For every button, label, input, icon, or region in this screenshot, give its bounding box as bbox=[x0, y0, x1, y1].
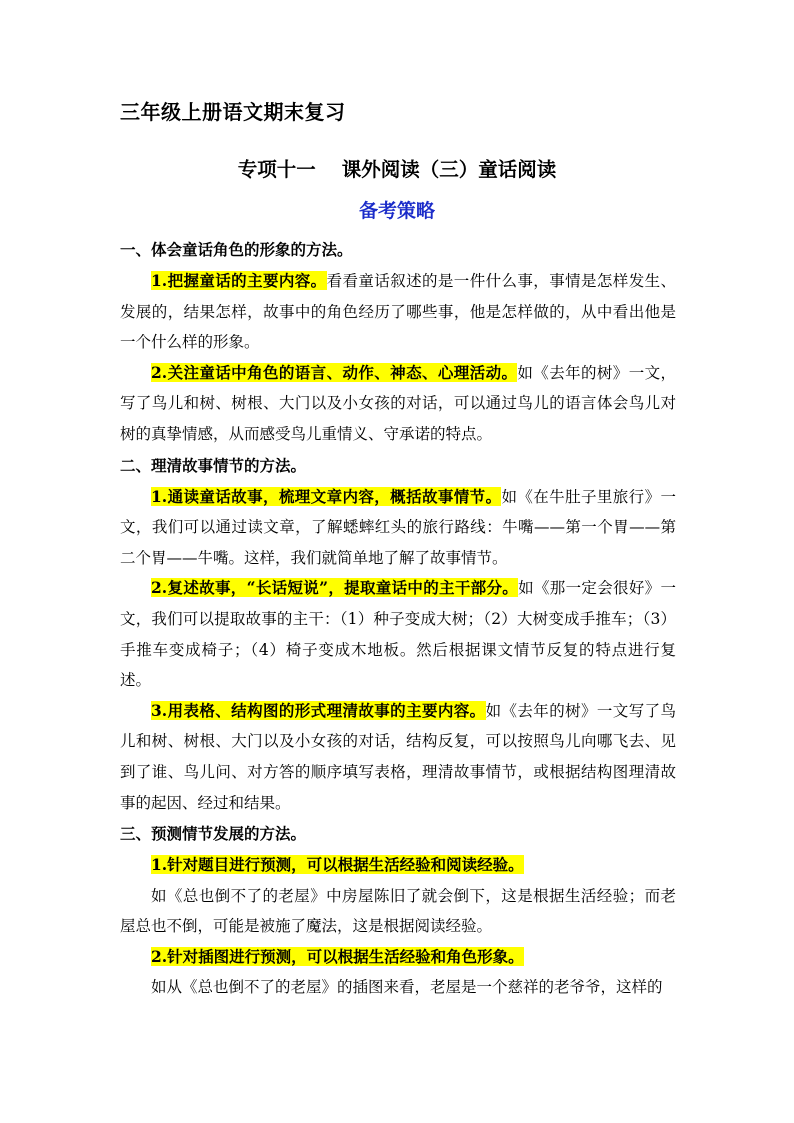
highlighted-key-point: 2.针对插图进行预测，可以根据生活经验和角色形象。 bbox=[151, 946, 524, 966]
paragraph-text: 如《那一定会很好》一文，我们可以提取故事的主干：（1）种子变成大树；（2）大树变成手推车；（3）手推车变成椅子；（4）椅子变成木地板。然后根据课文情节反复的特点进行复述。 bbox=[120, 579, 676, 690]
paragraph-text: 如《总也倒不了的老屋》中房屋陈旧了就会倒下，这是根据生活经验；而老屋总也不倒，可能是被施了魔法，这是根据阅读经验。 bbox=[120, 886, 676, 936]
example-paragraph bbox=[120, 972, 676, 1003]
highlighted-key-point: 2.关注童话中角色的语言、动作、神态、心理活动。 bbox=[151, 362, 518, 382]
example-paragraph bbox=[120, 881, 676, 942]
method-paragraph bbox=[120, 266, 676, 358]
paragraph-text: 如《去年的树》一文写了鸟儿和树、树根、大门以及小女孩的对话，结构反复，可以按照鸟儿向哪飞去、见到了谁、鸟儿问、对方答的顺序填写表格，理清故事情节，或根据结构图理清故事的起因、经过和结果。 bbox=[120, 701, 676, 812]
paragraph-text: 看看童话叙述的是一件什么事，事情是怎样发生、发展的，结果怎样，故事中的角色经历了哪些事，他是怎样做的，从中看出他是一个什么样的形象。 bbox=[120, 272, 676, 352]
strategy-section-title: 备考策略 bbox=[358, 200, 435, 222]
paragraph-text: 如《去年的树》一文，写了鸟儿和树、树根、大门以及小女孩的对话，可以通过鸟儿的语言体会鸟儿对树的真挚情感，从而感受鸟儿重情义、守承诺的特点。 bbox=[120, 363, 676, 443]
method-paragraph bbox=[120, 482, 676, 574]
method-paragraph bbox=[120, 850, 676, 881]
method-paragraph bbox=[120, 573, 676, 695]
highlighted-key-point: 1.通读童话故事，梳理文章内容，概括故事情节。 bbox=[151, 486, 502, 506]
paragraph-text: 如《在牛肚子里旅行》一文，我们可以通过读文章，了解蟋蟀红头的旅行路线：牛嘴——第一个胃——第二个胃——牛嘴。这样，我们就简单地了解了故事情节。 bbox=[120, 487, 676, 567]
strategy-content bbox=[120, 234, 676, 1003]
paragraph-text: 如从《总也倒不了的老屋》的插图来看，老屋是一个慈祥的老爷爷，这样的 bbox=[151, 978, 663, 997]
section-heading: 二、理清故事情节的方法。 bbox=[120, 455, 307, 475]
highlighted-key-point: 1.针对题目进行预测，可以根据生活经验和阅读经验。 bbox=[151, 855, 524, 875]
section-heading: 三、预测情节发展的方法。 bbox=[120, 824, 307, 844]
highlighted-key-point: 2.复述故事，“长话短说”，提取童话中的主干部分。 bbox=[151, 578, 519, 598]
method-paragraph bbox=[120, 942, 676, 973]
section-heading: 一、体会童话角色的形象的方法。 bbox=[120, 240, 353, 259]
subtitle-part-topic: 课外阅读（三）童话阅读 bbox=[341, 158, 557, 181]
method-paragraph bbox=[120, 358, 676, 450]
highlighted-key-point: 3.用表格、结构图的形式理清故事的主要内容。 bbox=[151, 700, 486, 720]
subtitle-part-number: 专项十一 bbox=[237, 158, 316, 181]
highlighted-key-point: 1.把握童话的主要内容。 bbox=[151, 271, 327, 290]
topic-subtitle bbox=[0, 154, 794, 182]
method-paragraph bbox=[120, 696, 676, 818]
document-title: 三年级上册语文期末复习 bbox=[120, 100, 346, 124]
